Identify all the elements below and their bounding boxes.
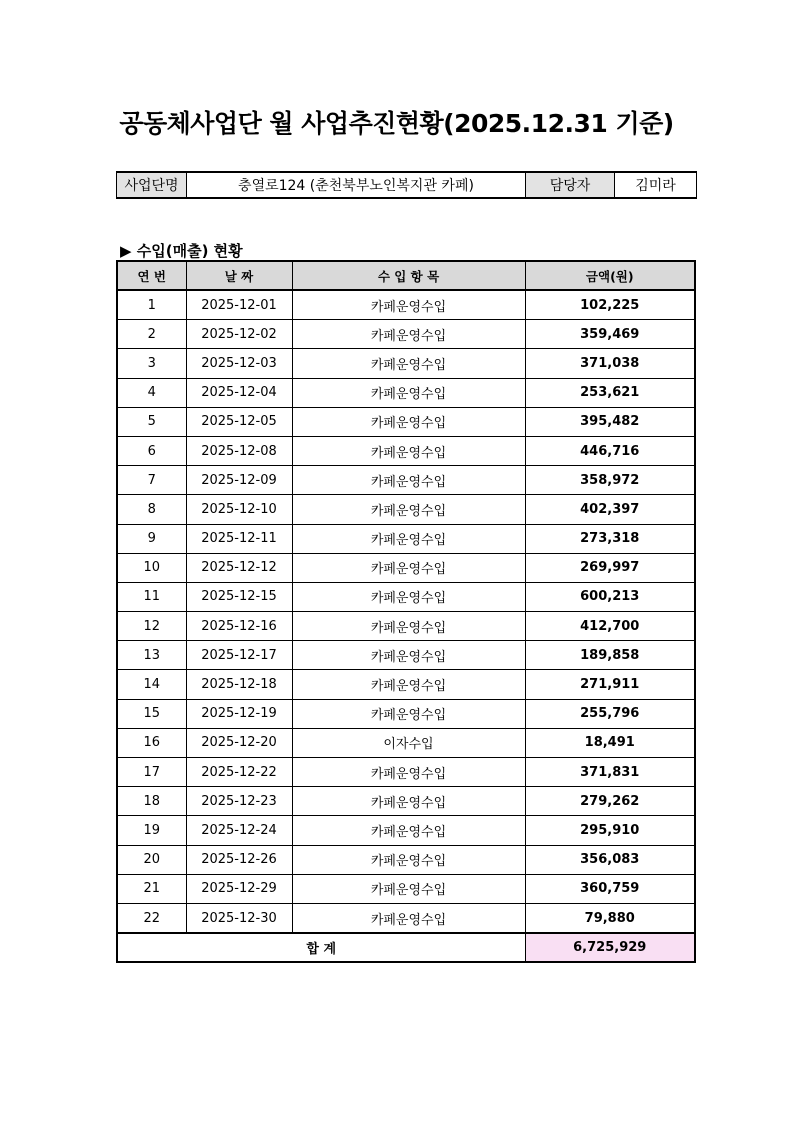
table-row (117, 874, 695, 903)
row-number-cell: 21 (117, 874, 186, 903)
business-info-table (116, 171, 697, 199)
table-row (117, 495, 695, 524)
row-amount-cell: 189,858 (525, 641, 695, 670)
row-date-cell: 2025-12-18 (186, 670, 292, 699)
row-number-cell: 5 (117, 407, 186, 436)
table-header-row (117, 261, 695, 290)
row-amount-cell: 412,700 (525, 612, 695, 641)
row-item-cell: 카페운영수입 (292, 290, 525, 320)
row-amount-cell: 273,318 (525, 524, 695, 553)
row-item-cell: 카페운영수입 (292, 320, 525, 349)
row-date-cell: 2025-12-09 (186, 466, 292, 495)
row-number-cell: 4 (117, 378, 186, 407)
row-number-cell: 20 (117, 845, 186, 874)
row-amount-cell: 359,469 (525, 320, 695, 349)
table-row (117, 903, 695, 933)
row-amount-cell: 446,716 (525, 436, 695, 465)
row-item-cell: 카페운영수입 (292, 378, 525, 407)
table-row (117, 320, 695, 349)
row-item-cell: 카페운영수입 (292, 874, 525, 903)
row-number-cell: 6 (117, 436, 186, 465)
column-header-item: 수 입 항 목 (292, 261, 525, 290)
table-row (117, 524, 695, 553)
row-amount-cell: 395,482 (525, 407, 695, 436)
row-date-cell: 2025-12-10 (186, 495, 292, 524)
row-date-cell: 2025-12-05 (186, 407, 292, 436)
row-number-cell: 22 (117, 903, 186, 933)
row-amount-cell: 360,759 (525, 874, 695, 903)
table-row (117, 641, 695, 670)
row-item-cell: 카페운영수입 (292, 436, 525, 465)
total-row (117, 933, 695, 962)
row-amount-cell: 600,213 (525, 582, 695, 611)
row-item-cell: 카페운영수입 (292, 758, 525, 787)
row-date-cell: 2025-12-11 (186, 524, 292, 553)
row-date-cell: 2025-12-08 (186, 436, 292, 465)
table-row (117, 378, 695, 407)
row-number-cell: 7 (117, 466, 186, 495)
row-amount-cell: 402,397 (525, 495, 695, 524)
row-date-cell: 2025-12-20 (186, 728, 292, 757)
row-number-cell: 10 (117, 553, 186, 582)
row-item-cell: 카페운영수입 (292, 582, 525, 611)
row-number-cell: 11 (117, 582, 186, 611)
row-amount-cell: 79,880 (525, 903, 695, 933)
table-row (117, 758, 695, 787)
total-amount: 6,725,929 (525, 933, 695, 962)
row-date-cell: 2025-12-22 (186, 758, 292, 787)
row-amount-cell: 255,796 (525, 699, 695, 728)
business-info-row (117, 172, 697, 198)
row-date-cell: 2025-12-23 (186, 787, 292, 816)
row-amount-cell: 269,997 (525, 553, 695, 582)
row-item-cell: 카페운영수입 (292, 787, 525, 816)
row-amount-cell: 253,621 (525, 378, 695, 407)
row-item-cell: 카페운영수입 (292, 349, 525, 378)
row-item-cell: 카페운영수입 (292, 816, 525, 845)
row-item-cell: 이자수입 (292, 728, 525, 757)
row-date-cell: 2025-12-24 (186, 816, 292, 845)
row-date-cell: 2025-12-02 (186, 320, 292, 349)
row-item-cell: 카페운영수입 (292, 641, 525, 670)
row-amount-cell: 295,910 (525, 816, 695, 845)
row-number-cell: 16 (117, 728, 186, 757)
row-amount-cell: 102,225 (525, 290, 695, 320)
table-row (117, 670, 695, 699)
row-number-cell: 13 (117, 641, 186, 670)
column-header-amount: 금액(원) (525, 261, 695, 290)
row-date-cell: 2025-12-26 (186, 845, 292, 874)
row-number-cell: 8 (117, 495, 186, 524)
row-item-cell: 카페운영수입 (292, 466, 525, 495)
row-item-cell: 카페운영수입 (292, 524, 525, 553)
row-item-cell: 카페운영수입 (292, 903, 525, 933)
row-amount-cell: 18,491 (525, 728, 695, 757)
row-amount-cell: 271,911 (525, 670, 695, 699)
table-row (117, 407, 695, 436)
row-number-cell: 14 (117, 670, 186, 699)
table-row (117, 290, 695, 320)
table-row (117, 553, 695, 582)
row-item-cell: 카페운영수입 (292, 495, 525, 524)
row-item-cell: 카페운영수입 (292, 845, 525, 874)
page-title: 공동체사업단 월 사업추진현황(2025.12.31 기준) (119, 109, 674, 138)
row-date-cell: 2025-12-16 (186, 612, 292, 641)
row-number-cell: 18 (117, 787, 186, 816)
row-amount-cell: 356,083 (525, 845, 695, 874)
table-row (117, 816, 695, 845)
row-date-cell: 2025-12-19 (186, 699, 292, 728)
row-item-cell: 카페운영수입 (292, 699, 525, 728)
table-row (117, 466, 695, 495)
table-row (117, 349, 695, 378)
row-number-cell: 3 (117, 349, 186, 378)
total-label: 합 계 (117, 933, 525, 962)
row-date-cell: 2025-12-15 (186, 582, 292, 611)
row-item-cell: 카페운영수입 (292, 407, 525, 436)
row-date-cell: 2025-12-30 (186, 903, 292, 933)
row-number-cell: 9 (117, 524, 186, 553)
row-date-cell: 2025-12-03 (186, 349, 292, 378)
row-amount-cell: 358,972 (525, 466, 695, 495)
row-date-cell: 2025-12-01 (186, 290, 292, 320)
table-row (117, 845, 695, 874)
business-name-value: 충열로124 (춘천북부노인복지관 카페) (187, 172, 526, 198)
row-amount-cell: 279,262 (525, 787, 695, 816)
row-date-cell: 2025-12-04 (186, 378, 292, 407)
section-title: ▶ 수입(매출) 현황 (120, 242, 243, 260)
row-number-cell: 15 (117, 699, 186, 728)
table-row (117, 436, 695, 465)
table-row (117, 787, 695, 816)
row-date-cell: 2025-12-17 (186, 641, 292, 670)
table-row (117, 582, 695, 611)
row-amount-cell: 371,038 (525, 349, 695, 378)
column-header-number: 연 번 (117, 261, 186, 290)
row-date-cell: 2025-12-12 (186, 553, 292, 582)
table-row (117, 699, 695, 728)
row-number-cell: 2 (117, 320, 186, 349)
manager-name-value: 김미라 (615, 172, 697, 198)
column-header-date: 날 짜 (186, 261, 292, 290)
row-number-cell: 12 (117, 612, 186, 641)
row-number-cell: 17 (117, 758, 186, 787)
manager-label: 담당자 (526, 172, 615, 198)
row-item-cell: 카페운영수입 (292, 612, 525, 641)
table-row (117, 612, 695, 641)
row-item-cell: 카페운영수입 (292, 553, 525, 582)
row-amount-cell: 371,831 (525, 758, 695, 787)
row-number-cell: 19 (117, 816, 186, 845)
row-item-cell: 카페운영수입 (292, 670, 525, 699)
row-date-cell: 2025-12-29 (186, 874, 292, 903)
business-name-label: 사업단명 (117, 172, 187, 198)
row-number-cell: 1 (117, 290, 186, 320)
table-row (117, 728, 695, 757)
revenue-table (116, 260, 696, 963)
